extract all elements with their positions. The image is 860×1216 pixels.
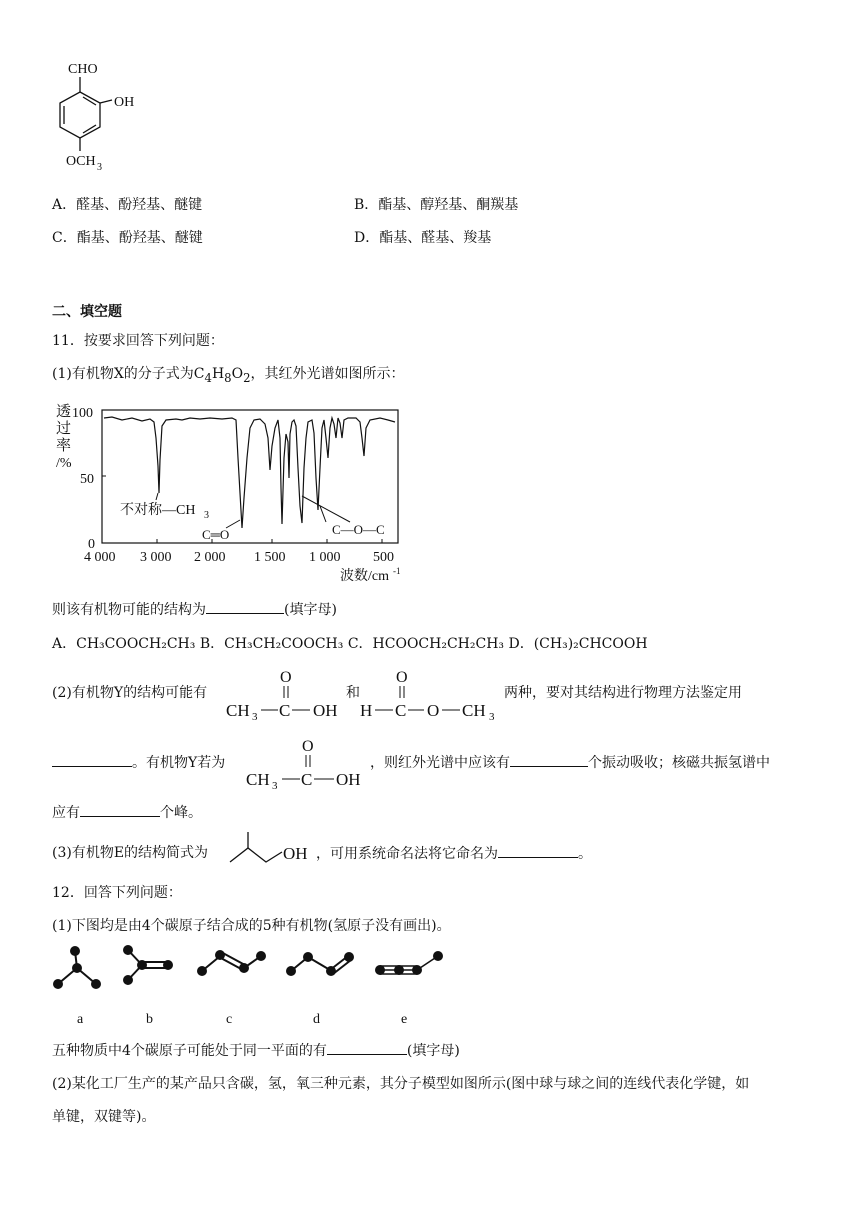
ir-spectrum-figure [50, 398, 420, 590]
q11-part2b-end [370, 752, 770, 773]
q11-choices: A．CH₃COOCH₂CH₃ B．CH₃CH₂COOCH₃ C．HCOOCH₂CH₂CH₃ D．(CH₃)₂CHCOOH [52, 636, 648, 652]
ir-ytick-0: 0 [88, 537, 95, 552]
option-b: B．酯基、醇羟基、酮羰基 [354, 197, 519, 213]
struct2-sub: 3 [489, 711, 495, 722]
answer-blank[interactable] [206, 599, 284, 614]
cho-label: CHO [68, 62, 98, 77]
q11-part2c [52, 802, 202, 823]
q12-stem: 12．回答下列问题： [52, 885, 182, 901]
model-label-b: b [146, 1012, 153, 1027]
ir-ytick-50: 50 [80, 472, 94, 487]
q11-part2-start: (2)有机物Y的结构可能有 [52, 685, 208, 701]
option-c: C．酯基、酚羟基、醚键 [52, 230, 203, 246]
q11-part2-and: 和 [346, 685, 360, 701]
q12-ask [52, 1040, 460, 1061]
q11-part1-end: ，其红外光谱如图所示： [250, 366, 405, 382]
q11-part2c-end: 个峰。 [160, 805, 202, 821]
sub: 4 [204, 370, 212, 385]
q11-stem: 11．按要求回答下列问题： [52, 333, 224, 349]
struct2-o2: O [427, 701, 440, 720]
ir-ylabel-4: /% [56, 456, 72, 471]
model-b [128, 950, 168, 980]
o: O [231, 366, 244, 382]
model-c [202, 952, 261, 971]
q11-part2b-mid: 。有机物Y若为 [132, 755, 226, 771]
model-e [380, 956, 438, 974]
struct2-c: C [395, 701, 407, 720]
q12-part2-line2: 单键，双键等)。 [52, 1109, 156, 1125]
q11-ask1 [52, 599, 337, 620]
q11-part2-end: 两种，要对其结构进行物理方法鉴定用 [504, 685, 742, 701]
struct1-sub: 3 [252, 711, 258, 722]
acetic-acid-structure [224, 664, 344, 722]
section-title: 二、填空题 [52, 304, 122, 320]
methyl-formate-structure [358, 664, 503, 722]
struct1b-o: O [302, 738, 314, 755]
model-label-e: e [401, 1012, 408, 1027]
och3-subscript: 3 [97, 162, 102, 173]
answer-blank[interactable] [510, 752, 588, 767]
ir-xtick-1000: 1 000 [309, 550, 341, 565]
struct1b-oh: OH [336, 770, 361, 789]
answer-blank[interactable] [498, 843, 578, 858]
ir-xlabel: 波数/cm [340, 569, 389, 584]
ir-xtick-3000: 3 000 [140, 550, 172, 565]
struct1-o: O [280, 669, 292, 686]
q11-part3-period: 。 [578, 846, 592, 862]
struct1-c: C [279, 701, 291, 720]
q11-part1 [52, 364, 404, 388]
ir-xlabel-sup: -1 [393, 566, 401, 576]
och3-label: OCH [66, 154, 96, 169]
q11-part3-end [316, 843, 592, 864]
sub: 8 [224, 370, 232, 385]
ir-ylabel-2: 过 [56, 421, 72, 437]
h: H [211, 366, 225, 382]
struct1-oh: OH [313, 701, 338, 720]
option-a: A．醛基、酚羟基、醚键 [52, 197, 203, 213]
ir-ytick-100: 100 [72, 406, 93, 421]
ir-annotation-ch3: 不对称—CH [120, 503, 196, 518]
model-label-a: a [77, 1012, 84, 1027]
model-label-d: d [313, 1012, 320, 1027]
answer-blank[interactable] [52, 752, 132, 767]
ir-ylabel-3: 率 [56, 438, 72, 454]
q11-part3-end-text: ，可用系统命名法将它命名为 [316, 846, 498, 862]
q11-part2c-start: 应有 [52, 805, 80, 821]
q11-part2b-end1: ，则红外光谱中应该有 [370, 755, 510, 771]
q11-part2b-end2: 个振动吸收；核磁共振氢谱中 [588, 755, 770, 771]
ir-xtick-4000: 4 000 [84, 550, 116, 565]
oh-label: OH [114, 95, 135, 110]
q11-part2b [52, 752, 225, 773]
model-label-c: c [226, 1012, 233, 1027]
sub: 2 [243, 370, 251, 385]
struct1b-ch3: CH [246, 770, 270, 789]
benzene-structure-figure [40, 55, 160, 180]
option-d: D．酯基、醛基、羧基 [354, 230, 492, 246]
q11-ask1-end: (填字母) [284, 602, 337, 618]
answer-blank[interactable] [327, 1040, 407, 1055]
ir-xtick-500: 500 [373, 550, 394, 565]
ir-annotation-co: C═O [202, 527, 230, 542]
struct1b-c: C [301, 770, 313, 789]
ir-xtick-1500: 1 500 [254, 550, 286, 565]
ir-ylabel-1: 透 [56, 404, 72, 420]
answer-blank[interactable] [80, 802, 160, 817]
q11-part3-start: (3)有机物E的结构简式为 [52, 845, 209, 861]
struct1-ch3: CH [226, 701, 250, 720]
isobutanol-skeleton [226, 830, 318, 870]
ir-xtick-2000: 2 000 [194, 550, 226, 565]
isobutanol-oh: OH [283, 844, 308, 863]
struct2-o: O [396, 669, 408, 686]
q12-ask-end: (填字母) [406, 1043, 460, 1059]
q12-ask-text: 五种物质中4个碳原子可能处于同一平面的有 [52, 1043, 327, 1059]
q11-ask1-text: 则该有机物可能的结构为 [52, 602, 206, 618]
q12-part1: (1)下图均是由4个碳原子结合成的5种有机物(氢原子没有画出)。 [52, 918, 451, 934]
struct2-h: H [360, 701, 373, 720]
model-d [291, 956, 351, 974]
q12-part2-line1: (2)某化工厂生产的某产品只含碳，氢，氧三种元素，其分子模型如图所示(图中球与球之间的连线代表化学键，如 [52, 1076, 750, 1092]
struct2-ch3: CH [462, 701, 486, 720]
struct1b-sub: 3 [272, 780, 278, 791]
q11-part1-text: (1)有机物X的分子式为C [52, 366, 205, 382]
acetic-acid-structure-2 [244, 733, 368, 791]
carbon-models-figure [44, 940, 464, 1030]
ir-annotation-ch3-sub: 3 [204, 510, 209, 521]
ir-annotation-coc: C—O—C [332, 522, 385, 537]
